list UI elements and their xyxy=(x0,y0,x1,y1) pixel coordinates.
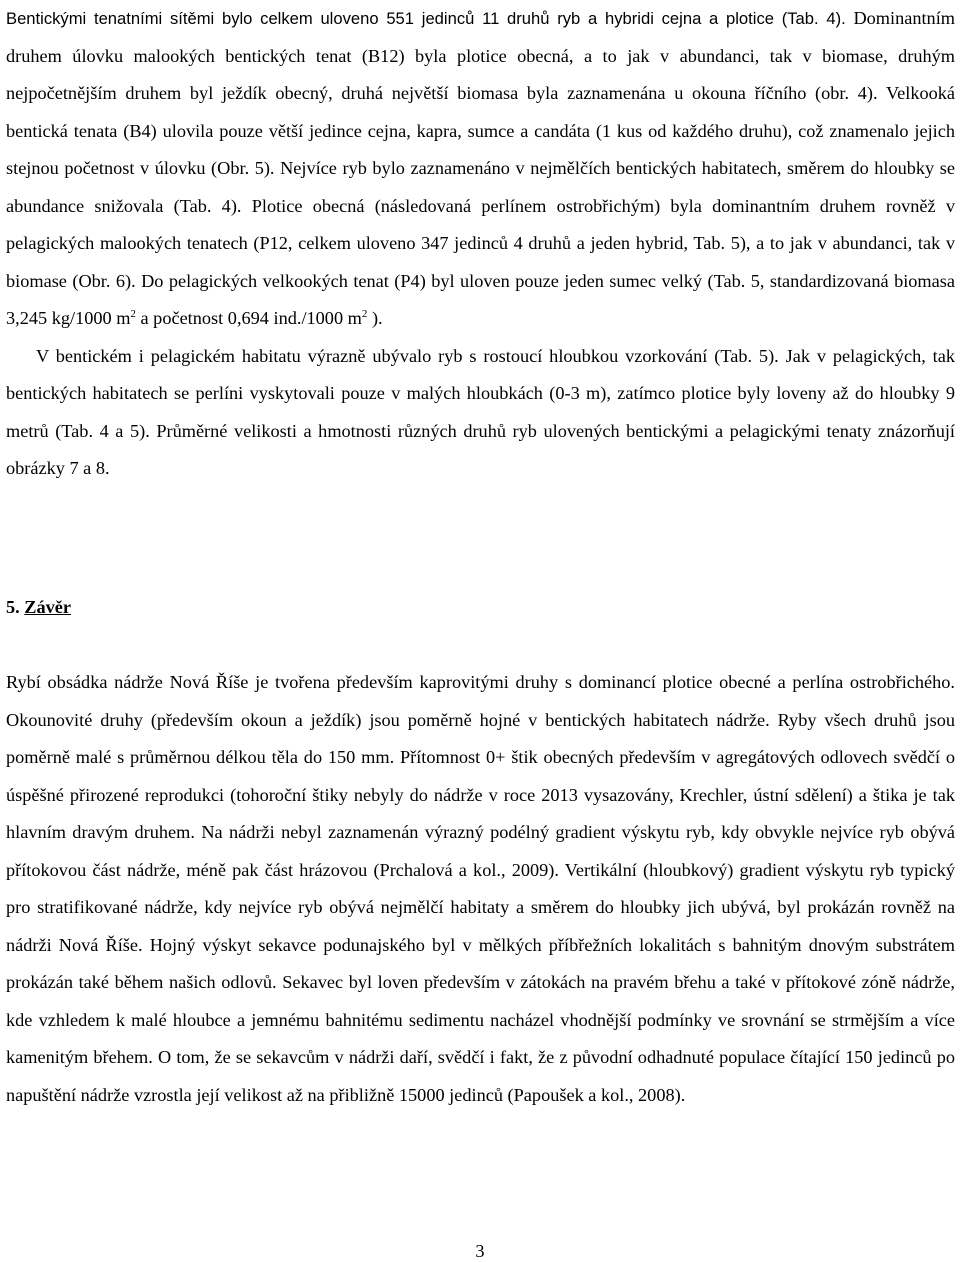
section-title: Závěr xyxy=(24,597,71,617)
results-paragraph-2: V bentickém i pelagickém habitatu výrazně ubývalo ryb s rostoucí hloubkou vzorkování (Tab. 5). Jak v pelagických, tak bentických habitatech se perlíni vyskytovali pouze v malých hloubkách (0-3 m), zatímco plotice byly loveny až do hloubky 9 metrů (Tab. 4 a 5). Průměrné velikosti a hmotnosti různých druhů ryb ulovených bentickými a pelagickými tenaty znázorňují obrázky 7 a 8. xyxy=(6,345,955,478)
conclusion-section xyxy=(6,664,955,1114)
results-text-a: Dominantním druhem úlovku malookých bentických tenat (B12) byla plotice obecná, a to jak v abundanci, tak v biomase, druhým nejpočetnějším druhem byl ježdík obecný, druhá největší biomasa byla zaznamenána u okouna říčního (obr. 4). xyxy=(6,8,955,103)
results-sentence-sans: Bentickými tenatními sítěmi bylo celkem uloveno 551 jedinců 11 druhů ryb a hybridi cejna a plotice (Tab. 4). xyxy=(6,9,846,28)
results-text-b: Velkooká bentická tenata (B4) ulovila pouze větší jedince cejna, kapra, sumce a candáta (1 kus od každého druhu), což znamenalo jejich stejnou početnost v úlovku (Obr. 5). Nejvíce ryb bylo zaznamenáno v nejmělčích bentických habitatech, směrem do hloubky se abundance snižovala (Tab. 4). Plotice obecná (následovaná perlínem ostrobřichým) byla dominantním druhem rovněž v pelagických malookých tenatech (P12, celkem uloveno 347 jedinců 4 druhů a jeden hybrid, Tab. 5), a to jak v abundanci, tak v biomase (Obr. 6). Do pelagických velkookých tenat (P4) byl uloven pouze jeden sumec velký (Tab. 5, standardizovaná biomasa 3,245 kg/1000 m xyxy=(6,83,955,328)
results-paragraph-1 xyxy=(6,0,955,338)
section-heading xyxy=(6,591,71,623)
results-text-end: ). xyxy=(367,308,383,328)
conclusion-paragraph: Rybí obsádka nádrže Nová Říše je tvořena především kaprovitými druhy s dominancí plotice obecné a perlína ostrobřichého. Okounovité druhy (především okoun a ježdík) jsou poměrně hojné v bentických habitatech nádrže. Ryby všech druhů jsou poměrně malé s průměrnou délkou těla do 150 mm. Přítomnost 0+ štik obecných především v agregátových odlovech svědčí o úspěšné přirozené reprodukci (tohoroční štiky nebyly do nádrže v roce 2013 vysazovány, Krechler, ústní sdělení) a štika je tak hlavním dravým druhem. Na nádrži nebyl zaznamenán výrazný podélný gradient výskytu ryb, kdy obvykle nejvíce ryb obývá přítokovou část nádrže, méně pak část hrázovou (Prchalová a kol., 2009). Vertikální (hloubkový) gradient výskytu ryb typický pro stratifikované nádrže, kdy nejvíce ryb obývá nejmělčí habitaty a směrem do hloubky jich ubývá, byl prokázán rovněž na nádrži Nová Říše. Hojný výskyt sekavce podunajského byl v mělkých příbřežních lokalitách s bahnitým dnovým substrátem prokázán také během našich odlovů. Sekavec byl loven především v zátokách na pravém břehu a také v přítokové zóně nádrže, kde vzhledem k malé hloubce a jemnému bahnitému sedimentu nacházel vhodnější podmínky ve srovnání se strmějším a více kamenitým břehem. O tom, že se sekavcům v nádrži daří, svědčí i fakt, že z původní odhadnuté populace čítající 150 jedinců po napuštění nádrže vzrostla její velikost až na přibližně 15000 jedinců (Papoušek a kol., 2008). xyxy=(6,672,955,1105)
results-text-mid: a početnost 0,694 ind./1000 m xyxy=(135,308,362,328)
superscript-2: 2 xyxy=(130,307,136,320)
document-page xyxy=(6,0,955,1105)
page-number: 3 xyxy=(475,1241,485,1261)
superscript-2: 2 xyxy=(361,307,368,320)
section-number: 5. xyxy=(6,597,20,617)
